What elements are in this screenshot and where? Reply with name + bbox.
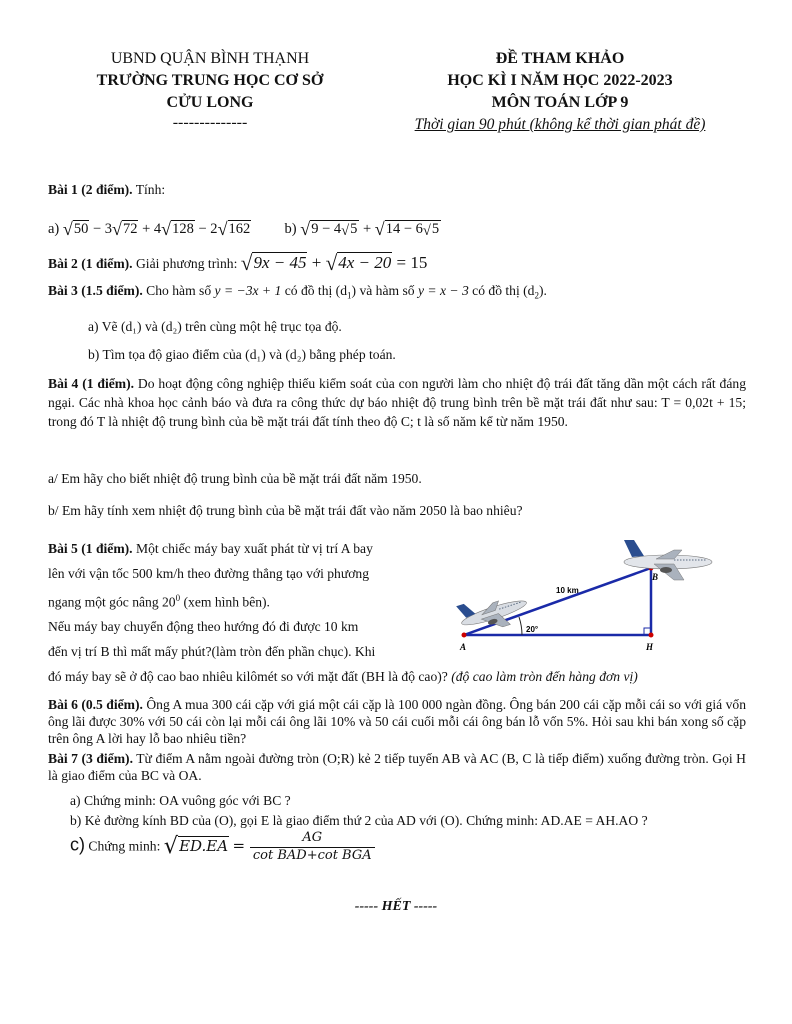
- radicand: 5: [431, 221, 440, 237]
- radical: √162: [217, 219, 251, 239]
- bai7-c: c) Chứng minh: √ED.EA = $\frac{AG}{\cot \overline{BAD}+\cot \overline{BGA}}$: [70, 830, 375, 865]
- radicand: 162: [228, 221, 251, 237]
- bai4: [48, 374, 746, 431]
- school-name: TRƯỜNG TRUNG HỌC CƠ SỞ: [96, 72, 324, 89]
- radical: √14 − 6√5: [374, 219, 440, 239]
- bai3-text: ).: [538, 283, 547, 298]
- bai7-c-text: Chứng minh:: [85, 838, 164, 854]
- bai3-text: Cho hàm số: [142, 283, 215, 298]
- radicand: 50: [73, 221, 89, 237]
- bai3-title: Bài 3 (1.5 điểm).: [48, 283, 143, 298]
- school-name-2: CỬU LONG: [166, 94, 254, 111]
- distance-label: 10 km: [556, 586, 579, 595]
- point-A: [462, 633, 467, 638]
- bai3: [48, 282, 748, 302]
- bai2-text: Giải phương trình:: [132, 256, 241, 271]
- radical: √9x − 45: [240, 251, 307, 275]
- radical: √50: [62, 219, 89, 239]
- radical: √72: [112, 219, 138, 239]
- bai2-title: Bài 2 (1 điểm).: [48, 256, 133, 271]
- function-2: y = x − 3: [417, 283, 469, 298]
- label-B: B: [652, 572, 659, 582]
- bai5-title: Bài 5 (1 điểm).: [48, 541, 133, 556]
- bai3-text: có đồ thị (d: [281, 283, 348, 298]
- radicand: ED.EA: [179, 836, 229, 855]
- radicand: 14 − 6: [385, 221, 423, 237]
- subscript: 1: [347, 290, 352, 301]
- bai5-text: Một chiếc máy bay xuất phát từ vị trí A bay: [132, 541, 373, 556]
- cot-text: +cot: [306, 847, 343, 863]
- exam-term: HỌC KÌ I NĂM HỌC 2022-2023: [447, 72, 673, 89]
- fraction: [250, 830, 375, 865]
- bai5-line4: Nếu máy bay chuyển động theo hướng đó đi được 10 km: [48, 619, 359, 635]
- bai5-note: (độ cao làm tròn đến hàng đơn vị): [451, 669, 638, 684]
- bai7-b: b) Kẻ đường kính BD của (O), gọi E là giao điểm thứ 2 của AD với (O). Chứng minh: AD.AE = AH.AO ?: [70, 813, 648, 828]
- label-A: A: [460, 642, 467, 652]
- exam-duration: Thời gian 90 phút (không kể thời gian phát đề): [414, 116, 706, 133]
- bai1-title: Bài 1 (2 điểm).: [48, 182, 133, 197]
- point-H: [649, 633, 654, 638]
- plus: +: [359, 221, 375, 237]
- bai3-text: ) và hàm số: [351, 283, 418, 298]
- bai5-text: đó máy bay sẽ ở độ cao bao nhiêu kilômét so với mặt đất (BH là độ cao)?: [48, 669, 452, 684]
- numerator: AG: [250, 830, 375, 848]
- superscript: 0: [175, 593, 181, 603]
- bai1-heading: [48, 181, 165, 199]
- function-1: y = −3x + 1: [214, 283, 282, 298]
- airplane-figure: [430, 540, 730, 665]
- bai4-b: b/ Em hãy tính xem nhiệt độ trung bình của bề mặt trái đất vào năm 2050 là bao nhiêu?: [48, 503, 523, 518]
- bai1-a-label: a): [48, 221, 60, 237]
- bai7-a: a) Chứng minh: OA vuông góc với BC ?: [70, 793, 291, 808]
- radical: √5: [422, 221, 440, 239]
- bai5-line3: [48, 586, 428, 615]
- radicand: 128: [172, 221, 194, 237]
- coef: + 4: [138, 221, 162, 237]
- footer-end: ----- HẾT -----: [354, 899, 438, 914]
- bai2: [48, 250, 427, 278]
- radicand: 5: [350, 221, 358, 237]
- district-name: UBND QUẬN BÌNH THẠNH: [110, 50, 310, 67]
- angle-bga: $\overline{BGA}$: [342, 847, 372, 863]
- bai3-text: có đồ thị (d: [468, 283, 535, 298]
- bai1-b-label: b): [284, 221, 297, 237]
- bai7-c-label: c): [70, 834, 85, 855]
- bai5-line2: lên với vận tốc 500 km/h theo đường thẳng tạo với phương: [48, 565, 369, 581]
- cot-text: cot: [252, 847, 278, 863]
- angle-label: 20°: [526, 625, 539, 634]
- radicand: 72: [122, 221, 138, 237]
- bai6-text: Ông A mua 300 cái cặp với giá một cái cặp là 100 000 ngàn đồng. Ông bán 200 cái cặp mỗi cái so với giá vốn ông lãi được 30% với 50 cái còn lại mỗi cái ông lãi 10% và 50 cái cuối mỗi cái ông bán lỗ vốn 5%. Hỏi sau khi bán xong số cặp trên ông A lời hay lỗ bao nhiêu tiền?: [48, 697, 746, 746]
- triangle: [462, 566, 654, 638]
- plus: +: [307, 253, 326, 272]
- bai5-line1: [48, 537, 428, 562]
- angle-bad: $\overline{BAD}$: [277, 847, 307, 863]
- coef: − 2: [194, 221, 218, 237]
- bai6-title: Bài 6 (0.5 điểm).: [48, 697, 143, 712]
- bai5-line5: đến vị trí B thì mất mấy phút?(làm tròn đến phần chục). Khi: [48, 643, 376, 659]
- bai1-expressions: [48, 218, 441, 242]
- bai5-text: [48, 537, 428, 664]
- radicand: 9x − 45: [253, 253, 307, 272]
- radical: √ED.EA: [163, 832, 229, 859]
- label-H: H: [646, 642, 654, 652]
- bai7-title: Bài 7 (3 điểm).: [48, 751, 133, 766]
- bai4-text: Do hoạt động công nghiệp thiếu kiểm soát của con người làm cho nhiệt độ trái đất tăng dần một cách rất đáng ngại. Các nhà khoa học cảnh báo và đưa ra công thức dự báo nhiệt độ trung bình trên bề mặt trái đất như sau: T = 0,02t + 15; trong đó T là nhiệt độ trung bình của bề mặt trái đất tính theo độ C; t là số năm kể từ năm 1950.: [48, 376, 746, 429]
- bai5-text: ngang một góc nâng 20: [48, 594, 176, 610]
- header-divider: --------------: [172, 114, 248, 131]
- denominator: [250, 848, 375, 865]
- radicand: 9 − 4: [311, 221, 342, 237]
- radical: √128: [161, 219, 194, 239]
- subscript: 2: [534, 290, 539, 301]
- exam-type: ĐỀ THAM KHẢO: [495, 50, 625, 67]
- bai1-text: Tính:: [132, 182, 166, 197]
- coef: − 3: [89, 221, 113, 237]
- bai3-b: b) Tìm tọa độ giao điểm của (d₁) và (d₂) bằng phép toán.: [88, 347, 396, 362]
- bai4-a: a/ Em hãy cho biết nhiệt độ trung bình của bề mặt trái đất năm 1950.: [48, 471, 422, 486]
- airplane-icon: [456, 585, 531, 638]
- radicand: 4x − 20: [338, 253, 392, 272]
- radical: √5: [341, 221, 358, 239]
- bai3-a: a) Vẽ (d₁) và (d₂) trên cùng một hệ trục tọa độ.: [88, 319, 342, 334]
- bai4-title: Bài 4 (1 điểm).: [48, 376, 135, 391]
- bai7: [48, 750, 746, 784]
- bai7-text: Từ điểm A nằm ngoài đường tròn (O;R) kẻ 2 tiếp tuyến AB và AC (B, C là tiếp điểm) xuống đường tròn. Gọi H là giao điểm của BC và OA.: [48, 751, 746, 783]
- line-AB: [464, 568, 651, 635]
- radical: √9 − 4√5: [300, 219, 358, 239]
- bai5-line6: [48, 668, 758, 686]
- header-left: [60, 48, 360, 132]
- angle-arc: [519, 617, 522, 635]
- rhs: = 15: [392, 253, 428, 272]
- bai6: [48, 696, 746, 747]
- header-right: [370, 48, 750, 136]
- bai5-text: (xem hình bên).: [180, 594, 270, 610]
- exam-subject: MÔN TOÁN LỚP 9: [491, 94, 629, 111]
- radical: √4x − 20: [325, 251, 392, 275]
- bai2-equation: [240, 251, 428, 275]
